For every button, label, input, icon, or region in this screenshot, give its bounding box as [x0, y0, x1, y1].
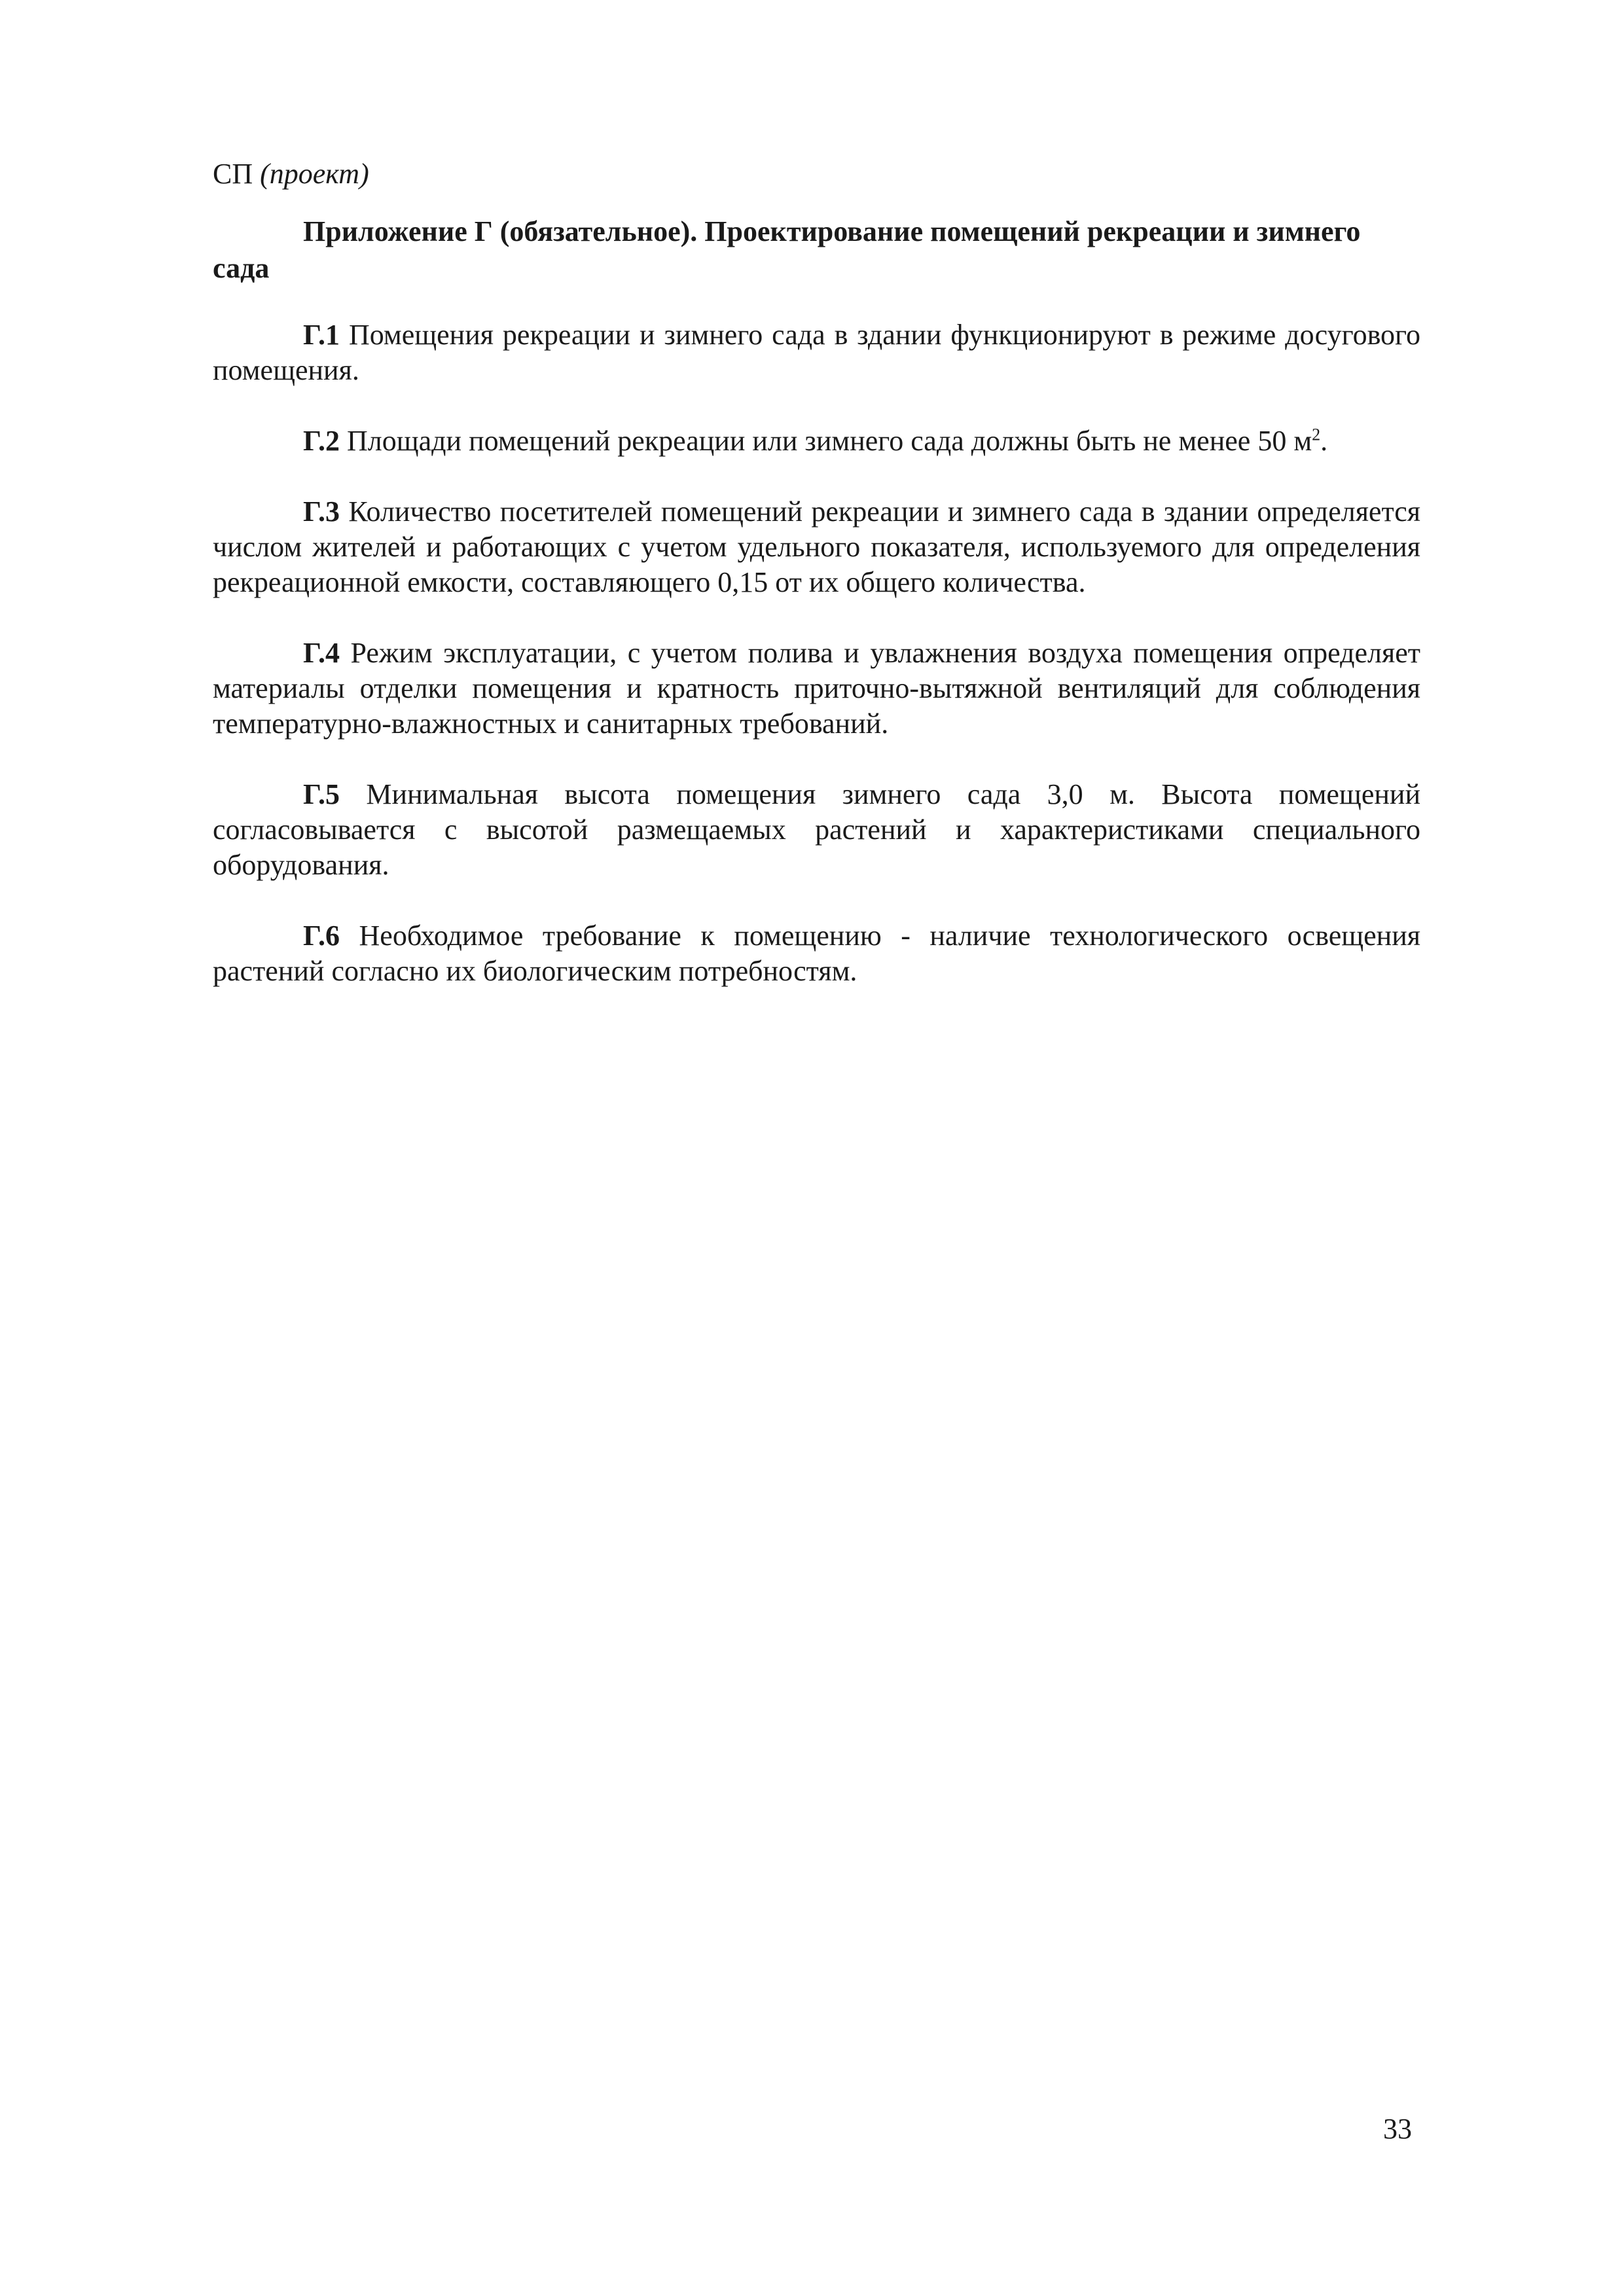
clause-number: Г.2: [303, 425, 340, 457]
clause-text: Необходимое требование к помещению - наличие технологического освещения растений согласно их биологическим потребностям.: [213, 920, 1420, 987]
appendix-content: [213, 213, 1420, 1024]
clause-g2: [213, 423, 1420, 459]
clause-number: Г.1: [303, 319, 340, 351]
clause-text-tail: .: [1320, 425, 1328, 457]
clause-g5: [213, 777, 1420, 883]
clause-text: Площади помещений рекреации или зимнего сада должны быть не менее 50 м: [340, 425, 1312, 457]
running-header: [213, 156, 369, 192]
header-status: (проект): [260, 158, 369, 190]
clause-g1: [213, 317, 1420, 388]
clause-text: Режим эксплуатации, с учетом полива и увлажнения воздуха помещения определяет материалы отделки помещения и кратность приточно-вытяжной вентиляций для соблюдения температурно-влажностных и санитарных требований.: [213, 637, 1420, 740]
header-code: СП: [213, 158, 253, 190]
clause-text: Минимальная высота помещения зимнего сада 3,0 м. Высота помещений согласовывается с высотой размещаемых растений и характеристиками специального оборудования.: [213, 778, 1420, 881]
clause-text: Количество посетителей помещений рекреации и зимнего сада в здании определяется числом жителей и работающих с учетом удельного показателя, используемого для определения рекреационной емкости, составляющего 0,15 от их общего количества.: [213, 495, 1420, 598]
clause-number: Г.4: [303, 637, 340, 669]
clause-text: Помещения рекреации и зимнего сада в здании функционируют в режиме досугового помещения.: [213, 319, 1420, 386]
clause-number: Г.3: [303, 495, 340, 528]
clause-g4: [213, 636, 1420, 742]
superscript-exponent: 2: [1312, 425, 1321, 444]
appendix-title: Приложение Г (обязательное). Проектирование помещений рекреации и зимнего сада: [213, 215, 1361, 284]
clause-number: Г.6: [303, 920, 340, 952]
clause-g6: [213, 918, 1420, 989]
page-number: 33: [1383, 2113, 1412, 2145]
clause-number: Г.5: [303, 778, 340, 810]
clause-g3: [213, 494, 1420, 600]
